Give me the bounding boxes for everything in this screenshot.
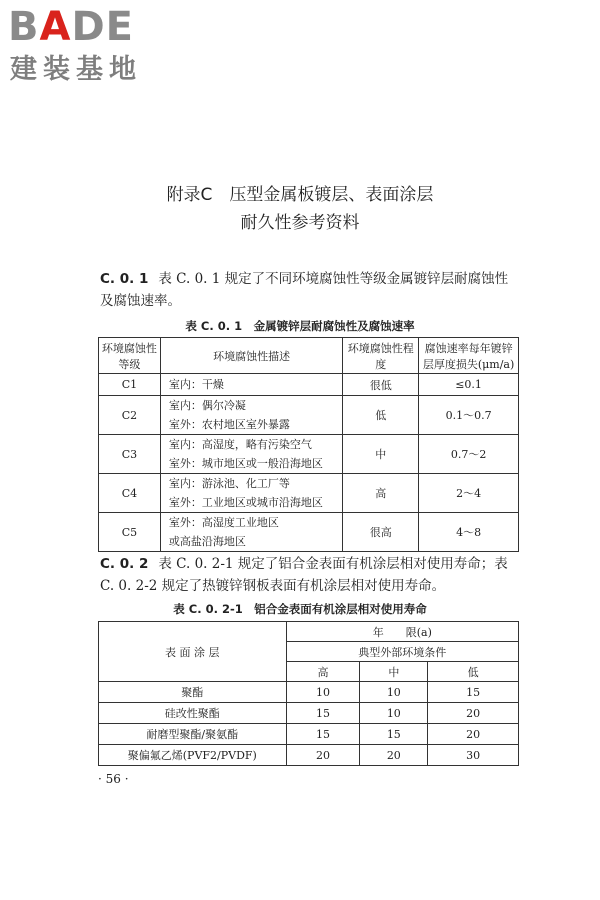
cell-low: 20 bbox=[428, 724, 519, 745]
cell-rate: 4～8 bbox=[419, 513, 519, 552]
section-number: C. 0. 1 bbox=[100, 271, 149, 287]
cell-mid: 15 bbox=[360, 724, 428, 745]
cell-rate: 0.7～2 bbox=[419, 435, 519, 474]
table-row bbox=[99, 474, 519, 513]
cell-coating: 硅改性聚酯 bbox=[99, 703, 287, 724]
logo-wordmark: BADE bbox=[8, 4, 134, 50]
cell-high: 15 bbox=[286, 724, 360, 745]
section-text: 表 C. 0. 1 规定了不同环境腐蚀性等级金属镀锌层耐腐蚀性及腐蚀速率。 bbox=[100, 271, 509, 309]
table-row bbox=[99, 435, 519, 474]
cell-mid: 10 bbox=[360, 682, 428, 703]
cell-coating: 聚偏氟乙烯(PVF2/PVDF) bbox=[99, 745, 287, 766]
cell-description: 室外：高湿度工业地区 或高盐沿海地区 bbox=[160, 513, 343, 552]
header-coating: 表 面 涂 层 bbox=[99, 622, 287, 682]
cell-level: 中 bbox=[343, 435, 419, 474]
cell-low: 20 bbox=[428, 703, 519, 724]
section-text: 表 C. 0. 2-1 规定了铝合金表面有机涂层相对使用寿命；表 C. 0. 2-2 规定了热镀锌钢板表面有机涂层相对使用寿命。 bbox=[100, 556, 508, 594]
cell-rate: ≤0.1 bbox=[419, 374, 519, 396]
cell-grade: C2 bbox=[99, 396, 161, 435]
cell-description: 室内：高湿度，略有污染空气 室外：城市地区或一般沿海地区 bbox=[160, 435, 343, 474]
cell-level: 很低 bbox=[343, 374, 419, 396]
cell-description: 室内：偶尔冷凝 室外：农村地区室外暴露 bbox=[160, 396, 343, 435]
table-row bbox=[99, 682, 519, 703]
cell-level: 很高 bbox=[343, 513, 419, 552]
section-c01 bbox=[100, 268, 520, 312]
cell-grade: C4 bbox=[99, 474, 161, 513]
appendix-title-line1: 附录C 压型金属板镀层、表面涂层 bbox=[166, 185, 434, 205]
table2-caption: 表 C. 0. 2-1 铝合金表面有机涂层相对使用寿命 bbox=[173, 602, 427, 616]
table1-caption: 表 C. 0. 1 金属镀锌层耐腐蚀性及腐蚀速率 bbox=[185, 319, 415, 333]
header-rate: 腐蚀速率每年镀锌层厚度损失(μm/a) bbox=[419, 338, 519, 374]
header-grade: 环境腐蚀性等级 bbox=[99, 338, 161, 374]
header-environment: 典型外部环境条件 bbox=[286, 642, 518, 662]
logo-subtitle: 建装基地 bbox=[10, 54, 142, 85]
section-c02 bbox=[100, 553, 520, 597]
cell-high: 10 bbox=[286, 682, 360, 703]
cell-level: 高 bbox=[343, 474, 419, 513]
cell-low: 15 bbox=[428, 682, 519, 703]
table-corrosion-rate bbox=[98, 337, 519, 552]
cell-rate: 2～4 bbox=[419, 474, 519, 513]
table-coating-life bbox=[98, 621, 519, 766]
cell-level: 低 bbox=[343, 396, 419, 435]
header-years: 年 限(a) bbox=[286, 622, 518, 642]
table-row bbox=[99, 396, 519, 435]
header-description: 环境腐蚀性描述 bbox=[160, 338, 343, 374]
cell-mid: 10 bbox=[360, 703, 428, 724]
cell-high: 15 bbox=[286, 703, 360, 724]
table-row bbox=[99, 703, 519, 724]
cell-grade: C5 bbox=[99, 513, 161, 552]
table-row bbox=[99, 724, 519, 745]
cell-coating: 聚酯 bbox=[99, 682, 287, 703]
cell-low: 30 bbox=[428, 745, 519, 766]
cell-rate: 0.1～0.7 bbox=[419, 396, 519, 435]
page-number: · 56 · bbox=[98, 772, 129, 786]
cell-description: 室内：游泳池、化工厂等 室外：工业地区或城市沿海地区 bbox=[160, 474, 343, 513]
brand-logo bbox=[8, 4, 180, 90]
header-level: 环境腐蚀性程度 bbox=[343, 338, 419, 374]
cell-grade: C3 bbox=[99, 435, 161, 474]
table-row bbox=[99, 374, 519, 396]
appendix-title-line2: 耐久性参考资料 bbox=[240, 213, 360, 233]
cell-high: 20 bbox=[286, 745, 360, 766]
header-high: 高 bbox=[286, 662, 360, 682]
header-mid: 中 bbox=[360, 662, 428, 682]
header-low: 低 bbox=[428, 662, 519, 682]
cell-grade: C1 bbox=[99, 374, 161, 396]
cell-coating: 耐磨型聚酯/聚氨酯 bbox=[99, 724, 287, 745]
table-row bbox=[99, 513, 519, 552]
cell-mid: 20 bbox=[360, 745, 428, 766]
cell-description: 室内：干燥 bbox=[160, 374, 343, 396]
section-number: C. 0. 2 bbox=[100, 556, 149, 572]
table-row bbox=[99, 745, 519, 766]
